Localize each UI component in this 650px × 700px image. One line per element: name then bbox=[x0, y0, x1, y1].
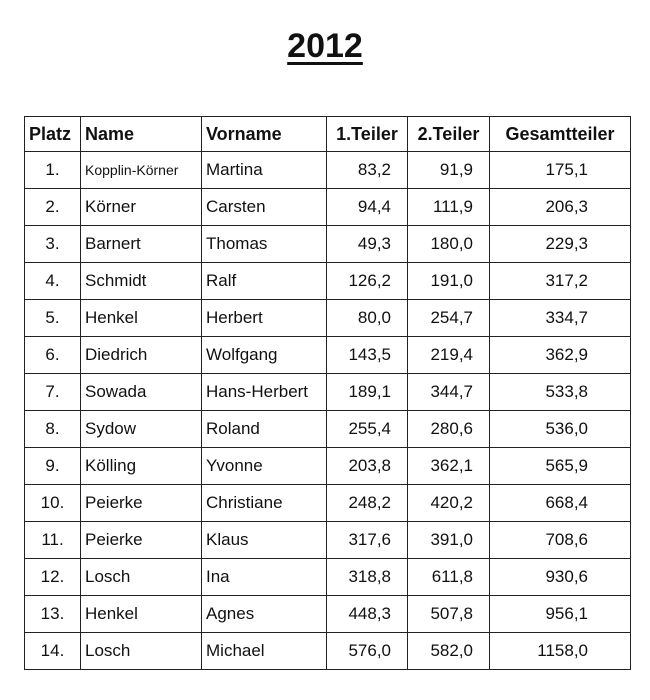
cell-teiler1: 203,8 bbox=[327, 448, 408, 485]
header-teiler2: 2.Teiler bbox=[408, 117, 490, 152]
header-gesamt: Gesamtteiler bbox=[490, 117, 631, 152]
cell-teiler1: 255,4 bbox=[327, 411, 408, 448]
cell-teiler1: 248,2 bbox=[327, 485, 408, 522]
cell-teiler2: 507,8 bbox=[408, 596, 490, 633]
cell-name: Diedrich bbox=[81, 337, 202, 374]
cell-vorname: Roland bbox=[202, 411, 327, 448]
cell-teiler2: 91,9 bbox=[408, 152, 490, 189]
cell-vorname: Hans-Herbert bbox=[202, 374, 327, 411]
cell-name: Kölling bbox=[81, 448, 202, 485]
cell-name: Henkel bbox=[81, 300, 202, 337]
cell-vorname: Herbert bbox=[202, 300, 327, 337]
cell-teiler1: 143,5 bbox=[327, 337, 408, 374]
cell-vorname: Yvonne bbox=[202, 448, 327, 485]
cell-platz: 1. bbox=[25, 152, 81, 189]
cell-vorname: Wolfgang bbox=[202, 337, 327, 374]
cell-vorname: Christiane bbox=[202, 485, 327, 522]
header-row bbox=[25, 117, 631, 152]
cell-platz: 2. bbox=[25, 189, 81, 226]
cell-gesamt: 229,3 bbox=[490, 226, 631, 263]
table-body bbox=[25, 152, 631, 670]
cell-teiler1: 80,0 bbox=[327, 300, 408, 337]
cell-platz: 8. bbox=[25, 411, 81, 448]
cell-teiler1: 94,4 bbox=[327, 189, 408, 226]
cell-teiler1: 83,2 bbox=[327, 152, 408, 189]
cell-vorname: Ina bbox=[202, 559, 327, 596]
cell-platz: 3. bbox=[25, 226, 81, 263]
cell-platz: 4. bbox=[25, 263, 81, 300]
cell-platz: 13. bbox=[25, 596, 81, 633]
table-row bbox=[25, 226, 631, 263]
cell-gesamt: 668,4 bbox=[490, 485, 631, 522]
cell-vorname: Michael bbox=[202, 633, 327, 670]
cell-gesamt: 536,0 bbox=[490, 411, 631, 448]
cell-platz: 14. bbox=[25, 633, 81, 670]
cell-name: Sydow bbox=[81, 411, 202, 448]
cell-platz: 11. bbox=[25, 522, 81, 559]
cell-teiler2: 611,8 bbox=[408, 559, 490, 596]
cell-gesamt: 362,9 bbox=[490, 337, 631, 374]
cell-name: Körner bbox=[81, 189, 202, 226]
cell-platz: 5. bbox=[25, 300, 81, 337]
cell-teiler1: 189,1 bbox=[327, 374, 408, 411]
cell-teiler2: 254,7 bbox=[408, 300, 490, 337]
page-title-text: 2012 bbox=[287, 27, 363, 65]
cell-gesamt: 334,7 bbox=[490, 300, 631, 337]
header-name: Name bbox=[81, 117, 202, 152]
cell-gesamt: 565,9 bbox=[490, 448, 631, 485]
cell-name: Kopplin-Körner bbox=[81, 152, 202, 189]
cell-gesamt: 317,2 bbox=[490, 263, 631, 300]
cell-teiler1: 317,6 bbox=[327, 522, 408, 559]
cell-platz: 6. bbox=[25, 337, 81, 374]
header-vorname: Vorname bbox=[202, 117, 327, 152]
cell-teiler1: 448,3 bbox=[327, 596, 408, 633]
table-row bbox=[25, 411, 631, 448]
cell-vorname: Agnes bbox=[202, 596, 327, 633]
cell-gesamt: 1158,0 bbox=[490, 633, 631, 670]
cell-teiler2: 420,2 bbox=[408, 485, 490, 522]
cell-platz: 7. bbox=[25, 374, 81, 411]
cell-teiler2: 280,6 bbox=[408, 411, 490, 448]
cell-teiler1: 126,2 bbox=[327, 263, 408, 300]
cell-teiler2: 391,0 bbox=[408, 522, 490, 559]
cell-gesamt: 708,6 bbox=[490, 522, 631, 559]
cell-teiler2: 219,4 bbox=[408, 337, 490, 374]
cell-teiler1: 318,8 bbox=[327, 559, 408, 596]
table-row bbox=[25, 522, 631, 559]
cell-platz: 12. bbox=[25, 559, 81, 596]
table-row bbox=[25, 300, 631, 337]
cell-gesamt: 930,6 bbox=[490, 559, 631, 596]
header-platz: Platz bbox=[25, 117, 81, 152]
cell-gesamt: 175,1 bbox=[490, 152, 631, 189]
table-row bbox=[25, 152, 631, 189]
cell-name: Losch bbox=[81, 633, 202, 670]
cell-vorname: Klaus bbox=[202, 522, 327, 559]
cell-name: Schmidt bbox=[81, 263, 202, 300]
cell-name: Henkel bbox=[81, 596, 202, 633]
cell-vorname: Martina bbox=[202, 152, 327, 189]
cell-teiler1: 576,0 bbox=[327, 633, 408, 670]
table-row bbox=[25, 485, 631, 522]
cell-teiler2: 191,0 bbox=[408, 263, 490, 300]
table-row bbox=[25, 596, 631, 633]
results-table bbox=[24, 116, 631, 670]
cell-teiler2: 344,7 bbox=[408, 374, 490, 411]
cell-vorname: Carsten bbox=[202, 189, 327, 226]
cell-vorname: Ralf bbox=[202, 263, 327, 300]
cell-name: Peierke bbox=[81, 485, 202, 522]
cell-vorname: Thomas bbox=[202, 226, 327, 263]
table-row bbox=[25, 448, 631, 485]
page-title bbox=[0, 24, 650, 68]
cell-name: Sowada bbox=[81, 374, 202, 411]
cell-platz: 10. bbox=[25, 485, 81, 522]
table-row bbox=[25, 559, 631, 596]
cell-name: Peierke bbox=[81, 522, 202, 559]
table-row bbox=[25, 263, 631, 300]
cell-gesamt: 206,3 bbox=[490, 189, 631, 226]
cell-platz: 9. bbox=[25, 448, 81, 485]
cell-gesamt: 956,1 bbox=[490, 596, 631, 633]
table-row bbox=[25, 337, 631, 374]
cell-name: Barnert bbox=[81, 226, 202, 263]
cell-teiler1: 49,3 bbox=[327, 226, 408, 263]
cell-name: Losch bbox=[81, 559, 202, 596]
table-row bbox=[25, 633, 631, 670]
cell-teiler2: 362,1 bbox=[408, 448, 490, 485]
table-row bbox=[25, 374, 631, 411]
cell-teiler2: 180,0 bbox=[408, 226, 490, 263]
cell-gesamt: 533,8 bbox=[490, 374, 631, 411]
table-row bbox=[25, 189, 631, 226]
cell-teiler2: 582,0 bbox=[408, 633, 490, 670]
header-teiler1: 1.Teiler bbox=[327, 117, 408, 152]
cell-teiler2: 111,9 bbox=[408, 189, 490, 226]
